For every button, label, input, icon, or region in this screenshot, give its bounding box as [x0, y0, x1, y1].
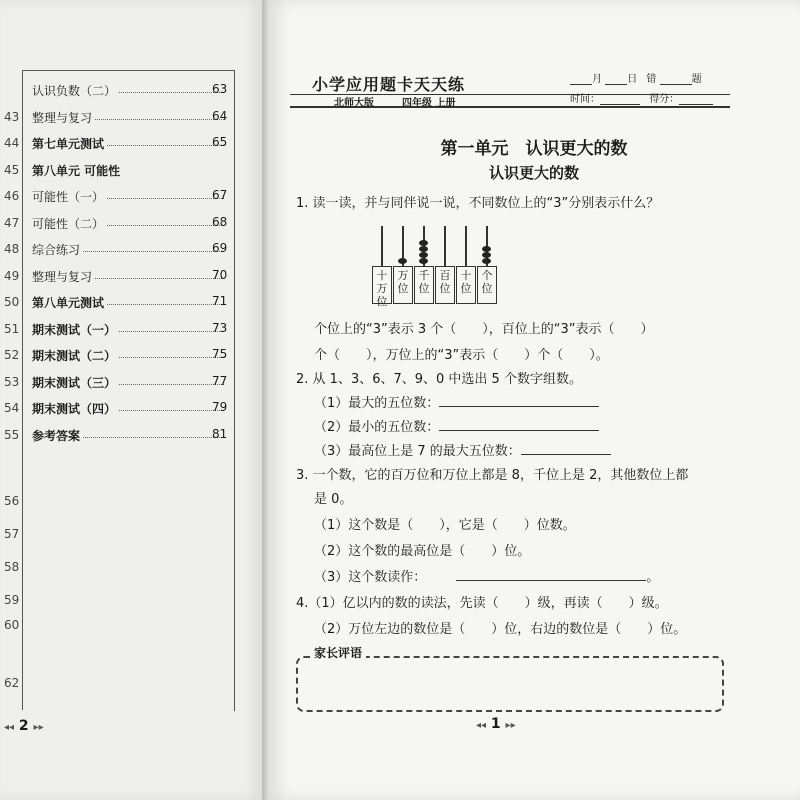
answer-line[interactable]	[439, 430, 599, 431]
abacus-rod	[381, 226, 383, 266]
toc-title-text: 第八单元测试	[32, 296, 107, 310]
toc-title	[32, 294, 107, 311]
wrong-label: 错	[646, 74, 657, 85]
toc-row	[0, 425, 262, 447]
prev-arrow-icon: ◂◂	[4, 722, 15, 733]
question-1-line-1: 个位上的“3”表示 3 个（ ），百位上的“3”表示（ ）	[314, 322, 654, 337]
prev-arrow-icon: ◂◂	[476, 720, 487, 731]
line-number: 56	[4, 494, 20, 508]
toc-title	[32, 215, 107, 232]
toc-title-text: 第七单元测试	[32, 137, 107, 151]
question-2: 2. 从 1、3、6、7、9、0 中选出 5 个数字组数。	[296, 372, 582, 387]
question-3-cont: 是 0。	[314, 492, 353, 507]
answer-line[interactable]	[456, 580, 646, 581]
line-number: 58	[4, 560, 20, 574]
toc-row	[0, 319, 262, 341]
toc-line-number: 44	[4, 136, 20, 150]
next-arrow-icon: ▸▸	[505, 720, 516, 731]
place-value-label: 十位	[456, 266, 476, 304]
toc-page-number: 75	[212, 347, 228, 361]
question-3: 3. 一个数，它的百万位和万位上都是 8，千位上是 2，其他数位上都	[296, 468, 689, 483]
toc-line-number: 54	[4, 401, 20, 415]
toc-title-text: 可能性（一）	[32, 190, 107, 204]
toc-page-number: 81	[212, 426, 228, 441]
line-number: 57	[4, 527, 20, 541]
question-2-part-2-text: （2）最小的五位数：	[314, 420, 440, 435]
question-3-part-3-text: （3）这个数读作：	[314, 570, 427, 585]
toc-row	[0, 160, 262, 182]
toc-line-number: 47	[4, 215, 20, 230]
day-label: 日	[627, 74, 638, 85]
edition-label: 北师大版	[334, 98, 374, 109]
answer-line[interactable]	[439, 406, 599, 407]
question-1: 1. 读一读，并与同伴说一说，不同数位上的“3”分别表示什么？	[296, 196, 660, 211]
left-page-footer	[4, 718, 44, 734]
toc-title-text: 期末测试（四）	[32, 402, 119, 416]
toc-page-number: 67	[212, 188, 228, 202]
toc-title-text: 整理与复习	[32, 111, 95, 125]
toc-page-number: 68	[212, 214, 228, 229]
question-4-part-1: 4.（1）亿以内的数的读法，先读（ ）级，再读（ ）级。	[296, 596, 668, 611]
toc-row	[0, 266, 262, 288]
abacus-diagram	[372, 226, 497, 306]
toc-title	[32, 268, 95, 285]
toc-title-text: 综合练习	[32, 243, 83, 257]
line-number: 62	[4, 676, 20, 690]
abacus-bead	[482, 258, 491, 264]
toc-title	[32, 135, 107, 152]
toc-line-number: 55	[4, 427, 20, 442]
toc-page-number: 73	[212, 320, 228, 335]
toc-row	[0, 345, 262, 367]
toc-row	[0, 213, 262, 235]
question-2-part-2	[314, 416, 599, 435]
toc-line-number: 49	[4, 268, 20, 283]
toc-row	[0, 292, 262, 314]
toc-row	[0, 186, 262, 208]
toc-title	[32, 188, 107, 205]
toc-page-number: 70	[212, 267, 228, 282]
left-page-number: 2	[18, 718, 29, 734]
toc-title-text: 期末测试（三）	[32, 376, 119, 390]
question-2-part-3-text: （3）最高位上是 7 的最大五位数：	[314, 444, 521, 459]
toc-line-number: 45	[4, 162, 20, 177]
score-label: 得分：	[649, 94, 680, 105]
toc-title	[32, 241, 83, 258]
toc-line-number: 43	[4, 109, 20, 124]
question-label: 题	[691, 74, 702, 85]
section-title: 认识更大的数	[488, 164, 579, 182]
toc-page-number: 79	[212, 400, 228, 414]
toc-title-text: 期末测试（一）	[32, 323, 119, 337]
toc-page-number: 69	[212, 241, 228, 255]
answer-line[interactable]	[521, 454, 611, 455]
place-value-label: 万位	[393, 266, 413, 304]
toc-row	[0, 107, 262, 129]
abacus-rod	[465, 226, 467, 266]
place-value-label: 百位	[435, 266, 455, 304]
question-3-part-3-end: 。	[646, 570, 660, 585]
toc-line-number: 46	[4, 189, 20, 203]
toc-title-text: 参考答案	[32, 429, 83, 443]
toc-title	[32, 400, 119, 417]
question-1-line-2: 个（ ），万位上的“3”表示（ ）个（ ）。	[314, 348, 609, 363]
abacus-bead	[419, 258, 428, 264]
toc-line-number: 53	[4, 374, 20, 389]
toc-row	[0, 398, 262, 420]
toc-title	[32, 82, 119, 99]
toc-title-text: 认识负数（二）	[32, 84, 119, 98]
toc-title	[32, 321, 119, 338]
question-3-part-2: （2）这个数的最高位是（ ）位。	[314, 544, 531, 559]
toc-row	[0, 239, 262, 261]
question-3-part-3	[314, 566, 659, 585]
toc-title-text: 可能性（二）	[32, 217, 107, 231]
question-2-part-1	[314, 392, 599, 411]
toc-line-number: 51	[4, 321, 20, 336]
worksheet-header	[290, 70, 730, 109]
right-page-number: 1	[490, 716, 501, 732]
place-value-label: 十万位	[372, 266, 392, 304]
toc-title	[32, 374, 119, 391]
month-label: 月	[592, 74, 602, 85]
toc-page-number: 77	[212, 373, 228, 388]
toc-title-text: 第八单元 可能性	[32, 164, 123, 178]
question-4-part-2: （2）万位左边的数位是（ ）位，右边的数位是（ ）位。	[314, 622, 687, 637]
line-number: 60	[4, 618, 20, 632]
question-2-part-1-text: （1）最大的五位数：	[314, 396, 440, 411]
toc-title	[32, 347, 119, 364]
left-page	[0, 0, 262, 800]
toc-page-number: 71	[212, 294, 228, 308]
next-arrow-icon: ▸▸	[33, 722, 44, 733]
toc-row	[0, 372, 262, 394]
unit-title: 第一单元 认识更大的数	[440, 139, 628, 159]
header-fields	[570, 70, 713, 105]
parent-comment-label: 家长评语	[310, 644, 366, 661]
abacus-rod	[444, 226, 446, 266]
toc-page-number: 63	[212, 82, 228, 96]
toc-title-text: 整理与复习	[32, 270, 95, 284]
toc-row	[0, 80, 262, 102]
question-3-part-1: （1）这个数是（ ），它是（ ）位数。	[314, 518, 576, 533]
line-number: 59	[4, 593, 20, 607]
place-value-label: 个位	[477, 266, 497, 304]
time-label: 时间：	[570, 94, 600, 105]
place-value-label: 千位	[414, 266, 434, 304]
toc-line-number: 48	[4, 242, 20, 256]
grade-label: 四年级 上册	[402, 98, 456, 109]
toc-page-number: 64	[212, 108, 228, 123]
toc-row	[0, 133, 262, 155]
toc-line-number: 52	[4, 348, 20, 362]
toc-title	[32, 109, 95, 126]
question-2-part-3	[314, 440, 611, 459]
right-page-footer	[476, 716, 516, 732]
toc-line-number: 50	[4, 295, 20, 309]
toc-page-number: 65	[212, 135, 228, 149]
toc-title-text: 期末测试（二）	[32, 349, 119, 363]
toc-title	[32, 162, 123, 179]
abacus-bead	[398, 258, 407, 264]
book-title: 小学应用题卡天天练	[312, 75, 466, 94]
toc-title	[32, 427, 83, 444]
parent-comment-box[interactable]	[296, 656, 724, 712]
